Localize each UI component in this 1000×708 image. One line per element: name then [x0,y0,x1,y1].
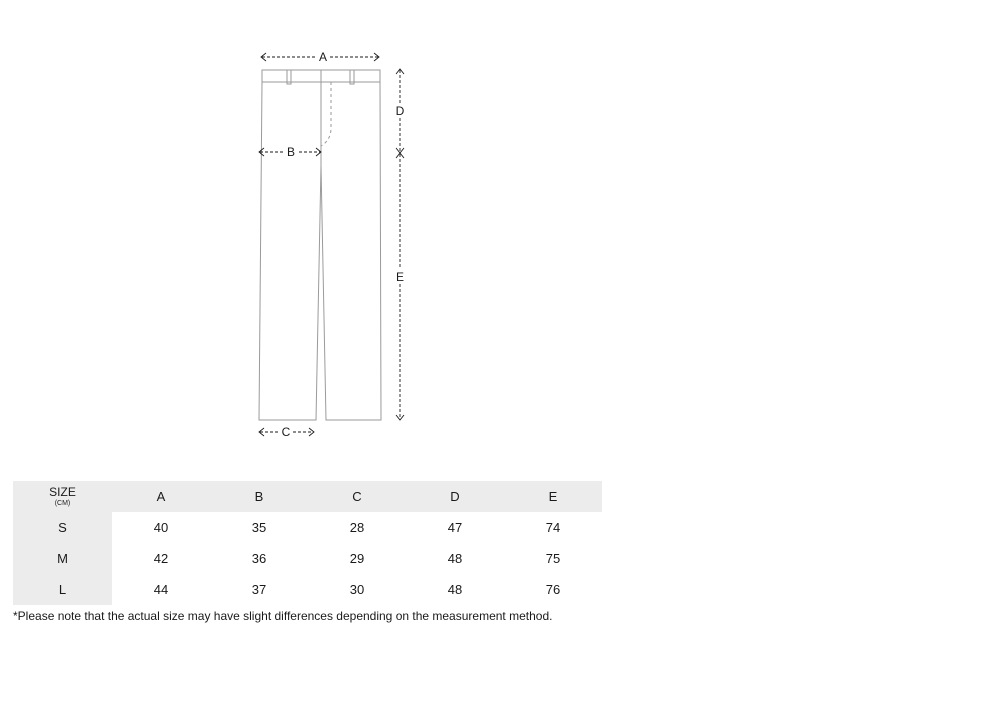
size-label: M [13,543,112,574]
table-cell: 42 [112,543,210,574]
column-header: D [406,481,504,512]
table-cell: 35 [210,512,308,543]
size-header: SIZE [49,484,76,499]
table-cell: 40 [112,512,210,543]
label-d: D [395,104,405,118]
size-header-cell [13,481,112,512]
table-header-row [13,481,602,512]
fly-stitch [321,82,331,146]
column-header: E [504,481,602,512]
table-cell: 37 [210,574,308,605]
label-e: E [395,270,405,284]
size-chart-table [13,481,602,605]
table-cell: 30 [308,574,406,605]
unit-header: (CM) [54,499,71,507]
table-cell: 47 [406,512,504,543]
table-cell: 48 [406,574,504,605]
label-c: C [281,425,291,439]
column-header: C [308,481,406,512]
table-row [13,574,602,605]
size-label: S [13,512,112,543]
table-row [13,543,602,574]
size-label: L [13,574,112,605]
table-cell: 28 [308,512,406,543]
table-cell: 29 [308,543,406,574]
table-cell: 75 [504,543,602,574]
table-cell: 44 [112,574,210,605]
measurement-note: *Please note that the actual size may have slight differences depending on the measurement method. [13,609,553,623]
table-cell: 48 [406,543,504,574]
label-b: B [286,145,296,159]
table-cell: 36 [210,543,308,574]
pants-outline [259,82,381,420]
label-a: A [318,50,328,64]
table-row [13,512,602,543]
column-header: B [210,481,308,512]
table-cell: 74 [504,512,602,543]
column-header: A [112,481,210,512]
table-cell: 76 [504,574,602,605]
